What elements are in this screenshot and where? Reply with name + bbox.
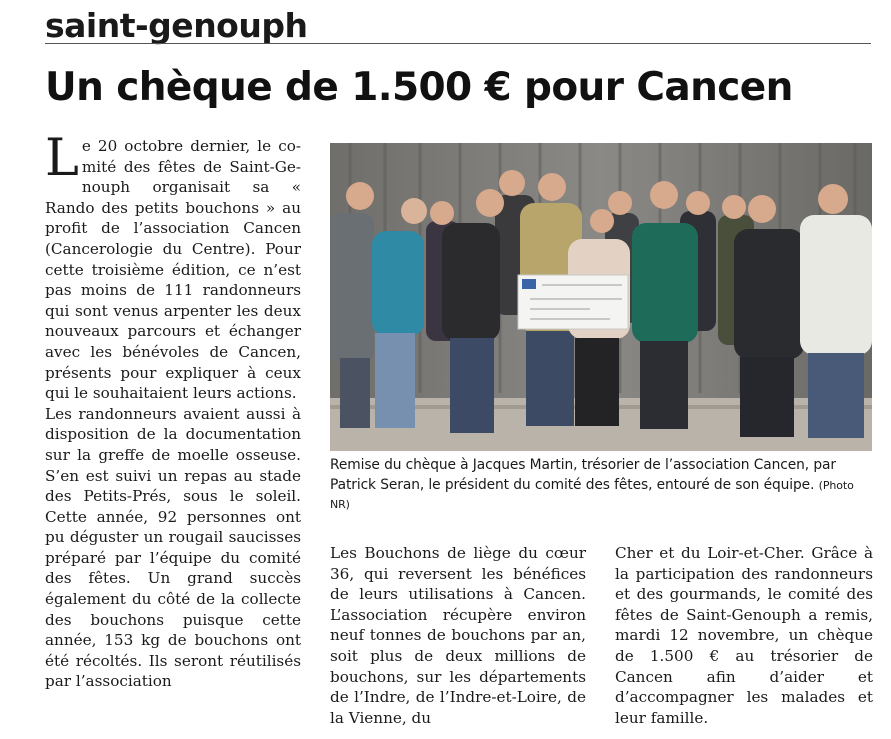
section-title: saint-genouph [45, 6, 308, 45]
article-paragraph-2: Les randonneurs avaient aussi à disposition de la documentation sur la greffe de moelle osseuse. S’en est suivi un repas au stade des Petits-Prés, sous le soleil. Cette année, 92 personnes ont pu déguster un rougail saucisses préparé par l’équipe du comité des fêtes. Un grand succès également du côté de la collecte des bouchons puisque cette année, 153 kg de bouchons ont été récoltés. Ils seront réutilisés par l’association [45, 404, 301, 691]
group-photo-illustration [330, 143, 872, 451]
article-column-1 [45, 129, 301, 692]
group-photo [330, 143, 872, 451]
article-paragraph-3: Les Bouchons de liège du cœur 36, qui reversent les bénéfices de leurs utilisations à Cancen. L’association récupère environ neuf tonnes de bouchons par an, soit plus de deux millions de bouchons, sur les départements de l’Indre, de l’Indre-et-Loire, de la Vienne, du [330, 544, 586, 727]
article-column-2 [330, 543, 586, 728]
article-column-3 [615, 543, 873, 728]
article-paragraph-1: e 20 octobre dernier, le comité des fêtes de Saint-Genouph organisait sa « Rando des petits bouchons » au profit de l’association Cancen (Cancerologie du Centre). Pour cette troisième édition, ce n’est pas moins de 111 randonneurs qui sont venus arpenter les deux nouveaux parcours et échanger avec les bénévoles de Cancen, présents pour expliquer à ceux qui le souhaitaient leurs actions. [45, 137, 301, 403]
article-paragraph-4: Cher et du Loir-et-Cher. Grâce à la participation des randonneurs et des gourmands, le comité des fêtes de Saint-Genouph a remis, mardi 12 novembre, un chèque de 1.500 € au trésorier de Cancen afin d’aider et d’accompagner les malades et leur famille. [615, 544, 873, 727]
caption-text: Remise du chèque à Jacques Martin, trésorier de l’association Cancen, par Patrick Seran, le président du comité des fêtes, entouré de son équipe. [330, 457, 836, 493]
photo-caption [330, 456, 875, 515]
dropcap: L [45, 129, 79, 188]
section-rule [45, 43, 871, 44]
photo-credit: (Photo NR) [330, 478, 854, 511]
headline: Un chèque de 1.500 € pour Cancen [45, 65, 793, 110]
